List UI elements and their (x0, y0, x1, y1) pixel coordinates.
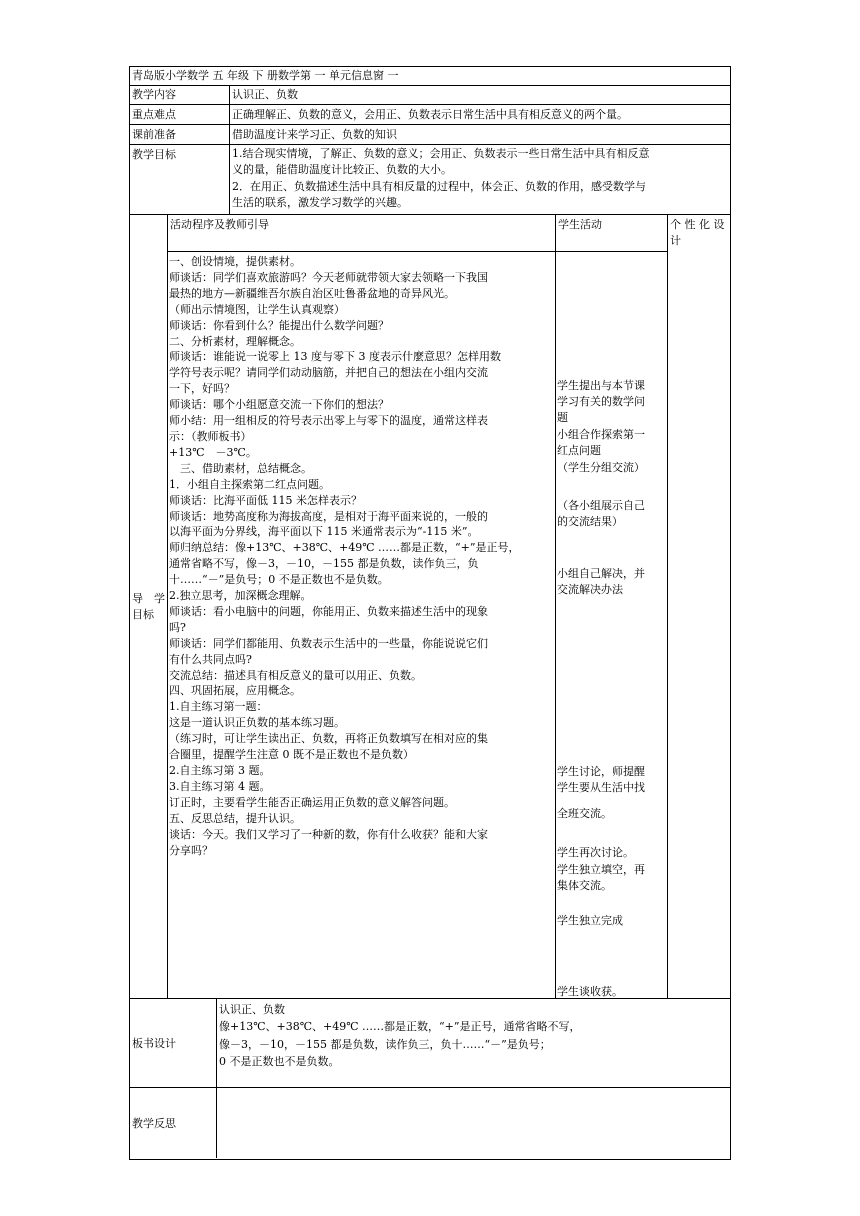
student-activity-line: 交流解决办法 (557, 583, 623, 596)
teaching-goal-label: 教学目标 (132, 148, 176, 161)
activity-line: 师小结：用一组相反的符号表示出零上与零下的温度，通常这样表 (169, 414, 488, 428)
student-activity-line: 红点问题 (557, 444, 601, 457)
activity-line: 师谈话：同学们都能用、负数表示生活中的一些量，你能说说它们 (169, 636, 488, 650)
activity-line: 有什么共同点吗? (169, 652, 252, 666)
activity-line: 一、创设情境，提供素材。 (169, 255, 301, 268)
activity-line: （师出示情境图，让学生认真观察） (169, 302, 345, 316)
student-activity-line: 学生提出与本节课 (557, 379, 645, 392)
student-activity-line: 学生讨论，师提醒 (557, 765, 645, 778)
preparation-value: 借助温度计来学习正、负数的知识 (232, 128, 397, 141)
student-activity-line: 学生再次讨论。 (557, 846, 634, 859)
activity-line: 师谈话：比海平面低 115 米怎样表示？ (169, 493, 362, 507)
design-column-header-2: 计 (670, 234, 681, 247)
student-activity-line: 题 (557, 411, 568, 424)
board-design-label: 板书设计 (132, 1037, 176, 1050)
activity-line: 交流总结：描述具有相反意义的量可以用正、负数。 (169, 668, 422, 682)
activity-line: 2.独立思考，加深概念理解。 (169, 589, 312, 603)
activity-line: 合圈里，提醒学生注意 0 既不是正数也不是负数） (169, 748, 414, 762)
activity-line: 三、借助素材，总结概念。 (169, 461, 312, 475)
student-column-header: 学生活动 (558, 218, 602, 231)
activity-line: 师谈话：地势高度称为海拔高度，是相对于海平面来说的，一般的 (169, 509, 488, 523)
activity-line: 通常省略不写，像－3，－10，－155 都是负数，读作负三，负 (169, 557, 479, 571)
key-difficulty-value: 正确理解正、负数的意义，会用正、负数表示日常生活中具有相反意义的两个量。 (232, 108, 628, 121)
student-activity-block (557, 984, 623, 1000)
activity-line: 订正时，主要看学生能否正确运用正负数的意义解答问题。 (169, 795, 455, 809)
guide-side-label-2: 目标 (132, 608, 154, 621)
activity-line: 分享吗？ (169, 843, 213, 857)
student-activity-line: 的交流结果） (557, 515, 623, 528)
student-activity-line: 学习有关的数学问 (557, 395, 645, 408)
activity-line: 以海平面为分界线，海平面以下 115 米通常表示为“-115 米”。 (169, 525, 479, 539)
student-activity-block (557, 913, 623, 929)
student-activity-block (557, 566, 645, 598)
document-title: 青岛版小学数学 五 年级 下 册数学第 一 单元信息窗 一 (132, 69, 399, 82)
activity-line: 十……“－”是负号；0 不是正数也不是负数。 (169, 573, 389, 587)
design-column-header: 个 性 化 设 (670, 218, 725, 231)
student-activity-block (557, 498, 645, 530)
student-activity-block (557, 460, 645, 476)
activity-line: 五、反思总结，提升认识。 (169, 811, 301, 825)
student-activity-block (557, 427, 645, 459)
board-design-text: 认识正、负数 像+13℃、+38℃、+49℃ ……都是正数，“+”是正号，通常省略不写， 像－3，－10，－155 都是负数，读作负三，负十……“－”是负号； 0 不是正数也不是负数。 (219, 1003, 581, 1069)
activity-line: +13℃ －3℃。 (169, 445, 257, 459)
student-activity-block (557, 378, 645, 426)
student-activity-line: 学生独立完成 (557, 914, 623, 927)
student-activity-block (557, 806, 612, 822)
student-activity-block (557, 862, 645, 894)
student-activity-block (557, 845, 634, 861)
student-activity-line: 学生谈收获。 (557, 985, 623, 998)
preparation-label: 课前准备 (132, 128, 176, 141)
student-activity-block (557, 764, 645, 796)
student-activity-line: （学生分组交流） (557, 461, 645, 474)
student-activity-line: 小组自己解决，并 (557, 567, 645, 580)
activity-line: 1.自主练习第一题： (169, 700, 268, 714)
activity-procedure-text (169, 254, 555, 858)
content-label: 教学内容 (132, 88, 176, 101)
reflection-label: 教学反思 (132, 1117, 176, 1130)
activity-line: 四、巩固拓展，应用概念。 (169, 684, 301, 698)
student-activity-line: 集体交流。 (557, 879, 612, 892)
teaching-goal-text: 1.结合现实情境，了解正、负数的意义；会用正、负数表示一些日常生活中具有相反意 义的量，能借助温度计比较正、负数的大小。 2．在用正、负数描述生活中具有相反量的过程中，体会正、负数的作用，感受数学与 生活的联系，激发学习数学的兴趣。 (232, 147, 650, 210)
activity-line: 2.自主练习第 3 题。 (169, 764, 271, 777)
key-difficulty-label: 重点难点 (132, 108, 176, 121)
activity-line: 一下，好吗？ (169, 382, 235, 396)
reflection-content-area[interactable] (217, 1088, 729, 1157)
student-activity-line: 学生独立填空，再 (557, 863, 645, 876)
student-activity-line: 全班交流。 (557, 807, 612, 820)
activity-line: 吗? (169, 620, 186, 634)
activity-line: 师谈话：看小电脑中的问题，你能用正、负数来描述生活中的现象 (169, 604, 488, 618)
guide-side-label: 导 学 (132, 592, 165, 605)
student-activity-line: （各小组展示自己 (557, 499, 645, 512)
activity-line: 师谈话：同学们喜欢旅游吗？今天老师就带领大家去领略一下我国 (169, 270, 488, 284)
activity-line: 师谈话：谁能说一说零上 13 度与零下 3 度表示什麼意思？怎样用数 (169, 350, 501, 364)
activity-column-header: 活动程序及教师引导 (170, 218, 269, 231)
activity-line: 3.自主练习第 4 题。 (169, 779, 271, 793)
activity-line: 二、分析素材，理解概念。 (169, 334, 301, 348)
activity-line: 师谈话：你看到什么？能提出什么数学问题？ (169, 318, 389, 332)
student-activity-line: 学生要从生活中找 (557, 781, 645, 794)
student-activity-line: 小组合作探索第一 (557, 428, 645, 441)
activity-line: 1．小组自主探索第二红点问题。 (169, 477, 330, 491)
activity-line: 谈话：今天。我们又学习了一种新的数，你有什么收获？能和大家 (169, 827, 488, 841)
activity-line: 师归纳总结：像+13℃、+38℃、+49℃ ……都是正数，“+”是正号， (169, 541, 520, 555)
activity-line: 最热的地方—新疆维吾尔族自治区吐鲁番盆地的奇异风光。 (169, 286, 455, 300)
activity-line: 这是一道认识正负数的基本练习题。 (169, 716, 345, 730)
activity-line: 学符号表示呢？请同学们动动脑筋，并把自己的想法在小组内交流 (169, 366, 488, 380)
activity-line: （练习时，可让学生读出正、负数，再将正负数填写在相对应的集 (169, 732, 488, 746)
activity-line: 师谈话：哪个小组愿意交流一下你们的想法？ (169, 398, 389, 412)
activity-line: 示：（教师板书） (169, 429, 252, 443)
content-value: 认识正、负数 (232, 88, 298, 101)
